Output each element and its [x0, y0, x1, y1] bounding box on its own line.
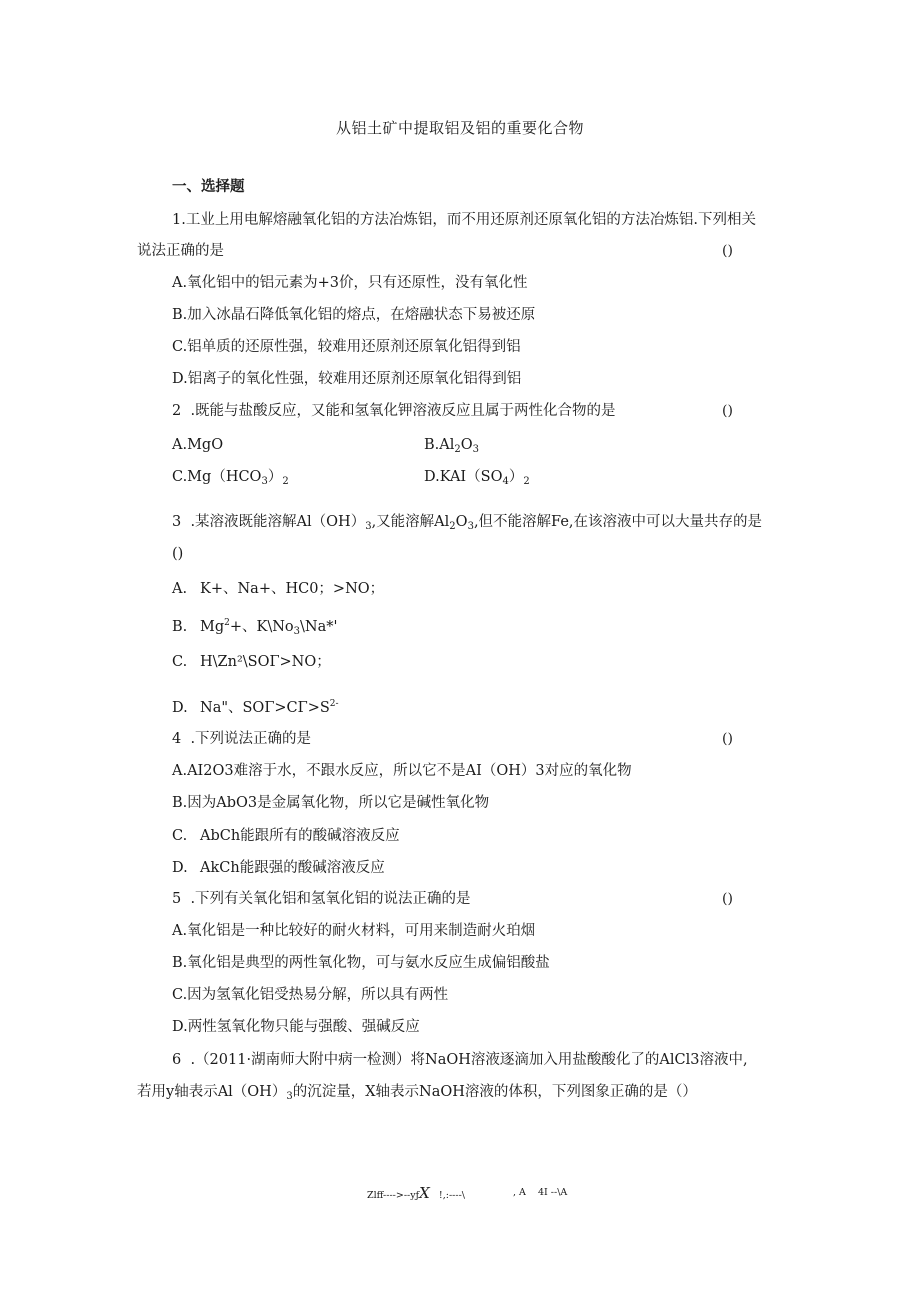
q4-option-d-label: D. [172, 860, 188, 876]
q5-option-b: B.氧化铝是典型的两性氧化物，可与氨水反应生成偏铝酸盐 [172, 955, 550, 971]
q2-option-b: $B.Al_2O_3$ [424, 437, 480, 455]
q4-answer-paren: () [722, 731, 733, 747]
q5-option-a: A.氧化铝是一种比较好的耐火材料，可用来制造耐火珀烟 [172, 923, 536, 939]
q2-option-a: A.MgO [172, 437, 224, 453]
q1-answer-paren: () [722, 243, 733, 259]
q5-answer-paren: () [722, 891, 733, 907]
q1-option-c: C.铝单质的还原性强，较难用还原剂还原氧化铝得到铝 [172, 339, 521, 355]
q1-stem-line1: 1.工业上用电解熔融氧化铝的方法冶炼铝，而不用还原剂还原氧化铝的方法冶炼铝.下列相关 [172, 212, 756, 228]
q2-stem: 2 .既能与盐酸反应，又能和氢氧化钾溶液反应且属于两性化合物的是 [172, 403, 616, 419]
q4-option-a: A.AI2O3难溶于水，不跟水反应，所以它不是AI（OH）3对应的氧化物 [172, 763, 632, 779]
q2-option-c: $C.Mg(HCO_3)_2$ [172, 469, 289, 487]
page-title: 从铝土矿中提取铝及铝的重要化合物 [335, 119, 584, 137]
q1-stem-line2: 说法正确的是 [137, 243, 224, 259]
q4-option-b: B.因为AbO3是金属氧化物，所以它是碱性氧化物 [172, 795, 490, 811]
q3-answer-paren: () [172, 546, 184, 562]
figure-label-right: , A 4I --\A [513, 1187, 568, 1198]
q6-stem-line2: 若用y轴表示$Al(OH)_3$的沉淀量，X轴表示NaOH溶液的体积，下列图象正确的是（） [137, 1084, 697, 1102]
figure-label-left: Zlff---->--yƒX !,:----\ [367, 1184, 465, 1202]
q3-option-c-label: C. [172, 654, 188, 670]
section-heading: 一、选择题 [172, 178, 245, 195]
q6-stem-line1: 6 .（2011·湖南师大附中病一检测）将NaOH溶液逐滴加入用盐酸酸化了的AlCl3溶液中, [172, 1052, 748, 1068]
q1-option-d: D.铝离子的氧化性强，较难用还原剂还原氧化铝得到铝 [172, 371, 522, 387]
q3-option-a: K+、Na+、HC0；>NO； [200, 581, 385, 597]
q5-option-c: C.因为氢氧化铝受热易分解，所以具有两性 [172, 987, 449, 1003]
q4-option-c: AbCh能跟所有的酸碱溶液反应 [200, 828, 400, 844]
q3-option-d: Na"、$SO\Gamma>C\Gamma>S^{2-}$ [200, 699, 339, 716]
q2-option-d: $D.KAI(SO_4)_2$ [424, 469, 530, 487]
q1-option-a: A.氧化铝中的铝元素为+3价，只有还原性，没有氧化性 [172, 275, 528, 291]
q3-option-a-label: A. [172, 581, 188, 597]
q4-option-d: AkCh能跟强的酸碱溶液反应 [200, 860, 385, 876]
q3-stem: 3 .某溶液既能溶解$Al(OH)_3$,又能溶解$Al_2O_3$,但不能溶解Fe,在该溶液中可以大量共存的是 [172, 514, 763, 532]
q4-option-c-label: C. [172, 828, 188, 844]
q1-option-b: B.加入冰晶石降低氧化铝的熔点，在熔融状态下易被还原 [172, 307, 536, 323]
q2-answer-paren: () [722, 403, 733, 419]
q3-option-c: H\Zn²\SOΓ>NO； [200, 654, 331, 670]
q3-option-d-label: D. [172, 700, 188, 716]
q5-stem: 5 .下列有关氧化铝和氢氧化铝的说法正确的是 [172, 891, 471, 907]
q3-option-b-label: B. [172, 619, 188, 635]
q4-stem: 4 .下列说法正确的是 [172, 731, 312, 747]
q3-option-b: $Mg^2+$、$K\backslash No_3\backslash Na*'$ [200, 618, 338, 637]
q5-option-d: D.两性氢氧化物只能与强酸、强碱反应 [172, 1019, 420, 1035]
